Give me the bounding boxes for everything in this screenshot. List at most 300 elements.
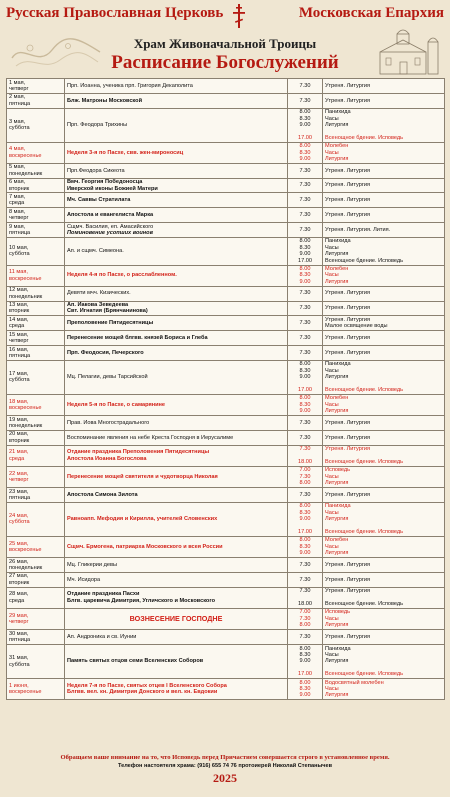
service-time: 18.00 [298,601,312,608]
day-label: четверг [9,85,29,92]
service-time: 9.00 [299,692,311,699]
feast-cell [65,679,288,700]
feast-name: Неделя 4-я по Пасхе, о расслабленном. [67,272,177,279]
time-cell [288,286,323,301]
service-name: Часы [325,473,339,480]
service-name: Утреня. Литургия [325,316,371,323]
service-time: 7.30 [299,419,311,426]
time-cell [288,630,323,645]
feast-name: Апостола и евангелиста Марка [67,212,154,218]
day-label: 10 мая, [9,244,29,251]
services-table-body [7,79,445,700]
schedule-row [7,163,445,178]
day-label: 17 мая, [9,370,29,377]
service-name: Утреня. Литургия. Лития. [325,226,391,233]
day-label: 19 мая, [9,416,29,423]
day-label: воскресенье [9,547,42,554]
service-cell [323,608,445,629]
schedule-row [7,608,445,629]
feast-name: Ап. Андроника и св. Иунии [67,633,137,640]
day-label: 13 мая, [9,302,29,309]
feast-cell [65,360,288,394]
day-label: среда [9,200,25,207]
day-label: пятница [9,637,31,644]
day-label: вторник [9,437,30,444]
day-label: суббота [9,251,30,258]
service-name: Часы [325,543,339,550]
service-time: 7.30 [299,305,311,312]
day-cell [7,108,65,142]
schedule-row [7,587,445,608]
year: 2025 [213,771,237,785]
service-name: Всенощное бдение. Исповедь [325,386,404,393]
service-time: 7.30 [299,290,311,297]
feast-name: Прп. Феодосия, Печерского [67,349,144,356]
feast-name: Перенесение мощей блгвв. князей Бориса и Глеба [67,334,208,341]
day-label: вторник [9,579,30,586]
day-label: 16 мая, [9,346,29,353]
service-time: 8.30 [299,401,311,408]
day-label: 24 мая, [9,513,29,520]
time-cell [288,193,323,208]
day-label: 8 мая, [9,208,26,215]
service-cell [323,93,445,108]
service-name: Молебен [325,395,349,402]
service-time: 8.00 [299,622,311,629]
time-cell [288,645,323,679]
service-name: Панихида [325,503,351,510]
service-name: Утреня. Литургия [325,212,371,218]
time-cell [288,502,323,536]
day-cell [7,558,65,573]
service-name: Молебен [325,537,349,544]
service-time: 7.30 [299,334,311,341]
schedule-row [7,265,445,286]
service-cell [323,679,445,700]
service-name: Литургия [325,121,349,128]
day-label: 3 мая, [9,118,26,125]
service-cell [323,286,445,301]
service-name: Малое освящение воды [325,323,388,330]
feast-cell [65,645,288,679]
service-time: 7.30 [299,167,311,174]
service-name: Панихида [325,238,351,245]
service-time: 7.00 [299,609,311,616]
service-name: Утреня. Литургия [325,182,371,189]
service-cell [323,193,445,208]
day-label: 27 мая, [9,573,29,580]
service-cell [323,142,445,163]
feast-cell [65,572,288,587]
service-time: 7.30 [299,226,311,233]
schedule-row [7,488,445,503]
service-time: 8.30 [299,272,311,279]
day-label: воскресенье [9,152,42,159]
day-cell [7,488,65,503]
feast-name: Память святых отцов семи Вселенских Соборов [67,658,204,665]
feast-name: Мц. Гликерии девы [67,561,117,568]
service-time: 9.00 [299,658,311,665]
feast-name: Ап. Иакова Зеведеева [67,302,129,309]
day-cell [7,93,65,108]
service-name: Утреня. Литургия [325,576,371,583]
day-cell [7,286,65,301]
time-cell [288,416,323,431]
service-name: Часы [325,509,339,516]
day-label: 15 мая, [9,331,29,338]
time-cell [288,163,323,178]
day-cell [7,645,65,679]
day-label: воскресенье [9,275,42,282]
service-name: Литургия [325,692,349,699]
time-cell [288,466,323,487]
feast-name: Поминовение усопших воинов [67,230,153,237]
day-label: среда [9,323,25,330]
day-cell [7,536,65,557]
feast-name: Прав. Иова Многострадального [67,419,150,426]
day-label: суббота [9,661,30,668]
service-cell [323,572,445,587]
day-cell [7,430,65,445]
time-cell [288,430,323,445]
service-cell [323,502,445,536]
service-name: Часы [325,615,339,622]
schedule-row [7,193,445,208]
day-label: 6 мая, [9,179,26,186]
service-time: 8.00 [299,480,311,487]
day-cell [7,265,65,286]
day-label: 18 мая, [9,398,29,405]
day-cell [7,331,65,346]
day-label: 11 мая, [9,269,28,276]
feast-cell [65,208,288,223]
service-time: 9.00 [299,155,311,162]
feast-name: Апостола Иоанна Богослова [67,455,147,462]
day-label: 4 мая, [9,146,26,153]
service-name: Всенощное бдение. Исповедь [325,529,404,536]
feast-name: Неделя 7-я по Пасхе, святых отцев I Вселенского Собора [67,682,227,689]
service-cell [323,536,445,557]
day-label: суббота [9,519,30,526]
time-cell [288,488,323,503]
feast-cell [65,558,288,573]
service-cell [323,108,445,142]
service-cell [323,237,445,265]
feast-name: Вмч. Георгия Победоносца [67,179,143,186]
feast-cell [65,630,288,645]
time-cell [288,79,323,94]
day-label: вторник [9,308,30,315]
feast-name: Перенесение мощей святителя и чудотворца Николая [67,473,218,480]
feast-cell [65,445,288,466]
feast-cell [65,331,288,346]
schedule-row [7,301,445,316]
day-label: 28 мая, [9,591,29,598]
service-name: Утреня. Литургия [325,334,371,341]
feast-cell [65,502,288,536]
service-time: 8.00 [299,537,311,544]
service-name: Утреня. Литургия [325,633,371,640]
service-time: 9.00 [299,278,311,285]
day-label: воскресенье [9,404,42,411]
service-time: 8.00 [299,361,311,368]
service-name: Часы [325,685,339,692]
feast-name: Блгв. царевича Димитрия, Угличского и Московского [67,597,216,604]
day-label: среда [9,597,25,604]
service-cell [323,208,445,223]
feast-cell [65,394,288,415]
day-label: 1 июня, [9,682,29,689]
day-cell [7,466,65,487]
service-time: 8.00 [299,109,311,116]
day-label: 7 мая, [9,193,26,200]
service-time: 8.30 [299,244,311,251]
service-time: 9.00 [299,408,311,415]
day-label: 29 мая, [9,612,29,619]
service-time: 7.30 [299,97,311,104]
service-time: 7.30 [299,576,311,583]
schedule-row [7,679,445,700]
day-label: среда [9,455,25,462]
day-label: четверг [9,477,29,483]
service-name: Всенощное бдение. Исповедь [325,134,404,141]
service-time: 7.30 [299,491,311,498]
schedule-row [7,430,445,445]
day-label: 12 мая, [9,287,29,294]
feast-name: Отдание праздника Преполовения Пятидесятницы [67,449,210,456]
church-title: Русская Православная Церковь [6,5,224,21]
day-cell [7,301,65,316]
schedule-row [7,316,445,331]
service-cell [323,346,445,361]
day-label: суббота [9,125,30,132]
service-time: 17.00 [298,529,312,536]
day-label: вторник [9,185,30,192]
schedule-row [7,142,445,163]
service-name: Литургия [325,374,349,381]
confession-notice: Обращаем ваше внимание на то, что Исповедь перед Причастием совершается строго в установленное время. [60,754,390,761]
service-time: 7.30 [299,446,311,453]
service-name: Панихида [325,645,351,652]
feast-name: Мч. Саввы Стратилата [67,197,131,204]
service-cell [323,445,445,466]
day-label: понедельник [9,293,43,300]
time-cell [288,237,323,265]
feast-name: Неделя 5-я по Пасхе, о самарянине [67,401,166,408]
day-label: 21 мая, [9,449,29,456]
schedule-row [7,331,445,346]
service-time: 17.00 [298,257,312,264]
schedule-row [7,558,445,573]
footer [0,754,450,786]
day-label: суббота [9,377,30,384]
day-cell [7,142,65,163]
service-time: 7.30 [299,434,311,441]
schedule-row [7,572,445,587]
service-name: Часы [325,401,339,408]
time-cell [288,445,323,466]
service-name: Исповедь [325,467,351,474]
service-time: 9.00 [299,251,311,258]
time-cell [288,572,323,587]
feast-name: Блгвв. вел. кн. Димитрия Донского и вел. кн. Евдокии [67,689,218,696]
service-cell [323,488,445,503]
service-name: Утреня. Литургия [325,197,371,204]
service-name: Литургия [325,658,349,665]
feast-cell [65,346,288,361]
service-name: Утреня. Литургия [325,446,371,453]
feast-cell [65,587,288,608]
day-cell [7,587,65,608]
service-name: Часы [325,367,339,374]
service-name: Часы [325,149,339,156]
service-name: Утреня. Литургия [325,97,371,104]
service-time: 7.00 [299,467,311,474]
day-label: 5 мая, [9,164,26,171]
feast-cell [65,301,288,316]
day-label: 9 мая, [9,223,26,230]
day-cell [7,79,65,94]
time-cell [288,265,323,286]
feast-name: Воспоминание явления на небе Креста Господня в Иерусалиме [67,434,234,441]
feast-name: Равноапп. Мефодия и Кирилла, учителей Словенских [67,516,218,523]
feast-name: Неделя 3-я по Пасхе, свв. жен-мироносиц [67,149,184,156]
feast-cell [65,416,288,431]
feast-cell [65,193,288,208]
service-name: Литургия [325,480,349,487]
feast-cell [65,142,288,163]
day-cell [7,223,65,238]
schedule-row [7,93,445,108]
feast-cell [65,163,288,178]
feast-cell [65,79,288,94]
service-name: Утреня. Литургия [325,349,371,356]
schedule-row [7,79,445,94]
service-name: Литургия [325,155,349,162]
service-cell [323,416,445,431]
feast-cell [65,108,288,142]
service-time: 7.30 [299,212,311,218]
service-time: 7.30 [299,588,311,595]
eparchy-title: Московская Епархия [298,5,444,21]
day-cell [7,208,65,223]
service-name: Всенощное бдение. Исповедь [325,257,404,264]
day-cell [7,445,65,466]
time-cell [288,316,323,331]
feast-name: Прп. Иоанна, ученика прп. Григория Декаполита [67,82,193,89]
feast-name: Девяти мчч. Кизических. [67,290,131,297]
time-cell [288,93,323,108]
service-name: Всенощное бдение. Исповедь [325,458,404,465]
service-time: 18.00 [298,458,312,465]
service-time: 8.30 [299,685,311,692]
time-cell [288,142,323,163]
day-label: пятница [9,100,31,107]
service-cell [323,394,445,415]
day-cell [7,394,65,415]
feast-name: Свт. Игнатия (Брянчанинова) [67,308,148,315]
time-cell [288,301,323,316]
time-cell [288,679,323,700]
orthodox-cross-icon [232,4,246,28]
schedule-row [7,394,445,415]
day-label: понедельник [9,565,43,572]
service-name: Литургия [325,408,349,415]
service-name: Молебен [325,266,349,273]
day-cell [7,630,65,645]
service-time: 9.00 [299,121,311,128]
day-cell [7,178,65,193]
service-cell [323,79,445,94]
feast-name: ВОЗНЕСЕНИЕ ГОСПОДНЕ [129,613,223,623]
day-cell [7,608,65,629]
schedule-row [7,416,445,431]
service-name: Панихида [325,109,351,116]
service-cell [323,558,445,573]
feast-cell [65,286,288,301]
feast-name: Мч. Исидора [67,576,101,583]
temple-name: Храм Живоначальной Троицы [133,36,317,51]
service-time: 8.30 [299,149,311,156]
time-cell [288,536,323,557]
schedule-row [7,178,445,193]
service-name: Утреня. Литургия [325,305,371,312]
services-table [6,78,445,700]
service-cell [323,178,445,193]
service-time: 9.00 [299,374,311,381]
time-cell [288,346,323,361]
service-cell [323,645,445,679]
schedule-row [7,346,445,361]
feast-name: Прп. Феодора Трихины [67,121,128,128]
day-label: воскресенье [9,689,42,696]
time-cell [288,108,323,142]
schedule-title: Расписание Богослужений [111,52,339,73]
day-cell [7,416,65,431]
service-name: Исповедь [325,609,351,616]
feast-cell [65,488,288,503]
day-label: 1 мая, [9,79,26,86]
day-label: 25 мая, [9,540,29,547]
time-cell [288,178,323,193]
service-cell [323,265,445,286]
time-cell [288,587,323,608]
day-cell [7,346,65,361]
service-name: Всенощное бдение. Исповедь [325,601,404,608]
day-label: пятница [9,352,31,359]
service-name: Литургия [325,251,349,258]
day-label: четверг [9,338,29,345]
day-label: пятница [9,230,31,237]
service-name: Утреня. Литургия [325,491,371,498]
service-name: Часы [325,244,339,251]
feast-name: Ап. и сщмч. Симеона. [67,248,124,255]
schedule-row [7,223,445,238]
time-cell [288,208,323,223]
day-cell [7,316,65,331]
feast-cell [65,536,288,557]
service-time: 7.30 [299,473,311,480]
service-cell [323,430,445,445]
service-cell [323,630,445,645]
service-time: 8.00 [299,238,311,245]
service-name: Литургия [325,622,349,629]
service-time: 8.00 [299,679,311,686]
service-name: Молебен [325,143,349,150]
service-name: Утреня. Литургия [325,82,371,89]
service-cell [323,360,445,394]
time-cell [288,394,323,415]
